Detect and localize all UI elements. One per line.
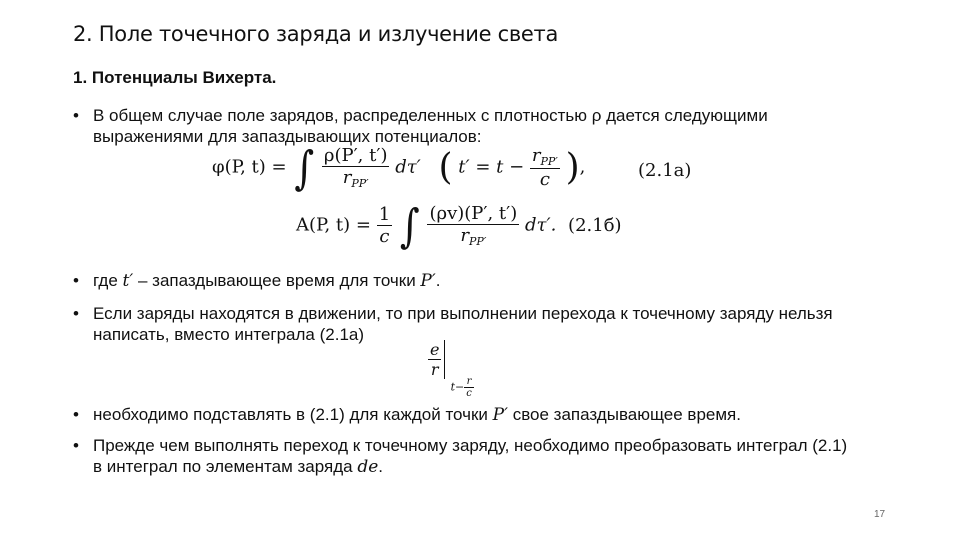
eq1-lhs: φ(P, t) = [212,156,287,178]
eq2-numerator: (ρv)(P′, t′) [429,203,518,224]
bullet-2: • где t′ – запаздывающее время для точки P′. [73,270,853,292]
eq1-cond-fraction: $\frac{r_{PP'}}{c}$ [531,145,558,190]
eq2-coefficient: $\frac{1}{c}$ [378,204,391,247]
eq2-fraction [427,203,519,248]
eq2-dtau: dτ′. [525,214,557,236]
equation-2-1b [296,199,622,252]
equation-e-over-r [428,340,474,399]
bullet-1-text: В общем случае поле зарядов, распределенных с плотностью ρ дается следующими выражениями для запаздывающих потенциалов: [93,106,768,146]
equation-2-1a: φ(P, t) = ∫ $\frac{\rho(P', t')}{r_{PP'}}$ dτ′ ( t′ = t − $\frac{r_{PP'}}{c}$ ), [212,141,586,194]
eq2-denominator: $r_{PP'}$ [460,225,487,248]
eq3-eval-point: t− $\frac{r}{c}$ [450,375,472,399]
open-paren: ( [438,147,453,188]
eq2-lhs: A(P, t) = [296,214,371,236]
eq1-denominator: $r_{PP'}$ [342,167,369,190]
eq1-label: (2.1а) [638,160,692,181]
eq1-dtau: dτ′ [395,156,421,178]
eq1-fraction [322,145,390,190]
integral-sign: ∫ [399,199,420,252]
bullet-3-text: Если заряды находятся в движении, то при выполнении перехода к точечному заряду нельзя написать, вместо интеграла (2.1а) [93,304,833,344]
eq3-fraction: $\frac{e}{r}$ [428,340,445,379]
bullet-3: • Если заряды находятся в движении, то при выполнении перехода к точечному заряду нельзя написать, вместо интеграла (2.1а) [73,303,853,347]
slide-title: 2. Поле точечного заряда и излучение света [73,22,559,46]
close-paren: ) [565,147,580,188]
page-number: 17 [874,509,886,520]
bullet-4-text: необходимо подставлять в (2.1) для каждой точки P′ свое запаздывающее время. [93,405,741,425]
integral-sign: ∫ [294,141,315,194]
bullet-2-text: где t′ – запаздывающее время для точки P′. [93,271,441,291]
bullet-5: • Прежде чем выполнять переход к точечному заряду, необходимо преобразовать интеграл (2.1) в интеграл по элементам заряда de. [73,435,853,479]
bullet-4: • необходимо подставлять в (2.1) для каждой точки P′ свое запаздывающее время. [73,404,853,426]
section-heading: 1. Потенциалы Вихерта. [73,68,277,87]
eq1-cond-lhs: t′ = t − [458,156,525,178]
eq2-label: (2.1б) [568,214,622,236]
bullet-1 [73,105,853,149]
bullet-dot: • [73,106,79,125]
bullet-5-text: Прежде чем выполнять переход к точечному заряду, необходимо преобразовать интеграл (2.1) в интеграл по элементам заряда de. [93,436,848,477]
eq1-numerator: ρ(P′, t′) [323,145,388,166]
